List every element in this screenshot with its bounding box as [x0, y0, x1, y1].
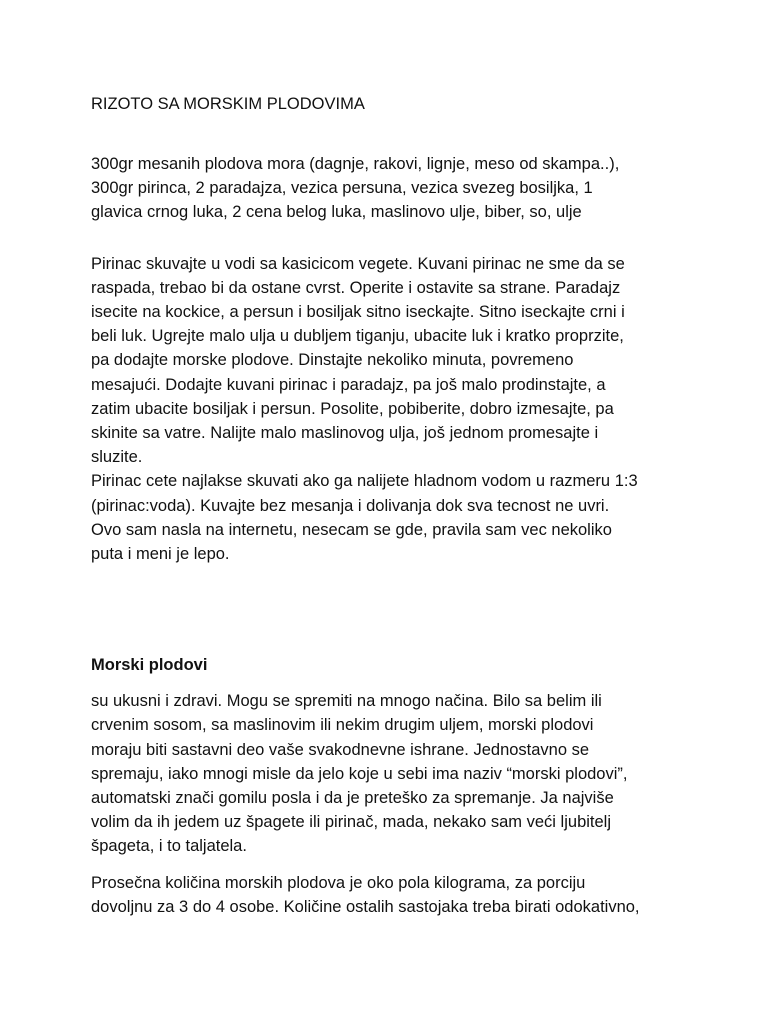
text-line: Prosečna količina morskih plodova je oko pola kilograma, za porciju [91, 873, 586, 892]
text-line: špageta, i to taljatela. [91, 837, 247, 856]
section-heading: Morski plodovi [91, 656, 208, 675]
text-line: 300gr mesanih plodova mora (dagnje, rakovi, lignje, meso od skampa..), [91, 155, 620, 173]
section-paragraph-1 [91, 689, 691, 858]
document-content [91, 92, 691, 919]
text-line: Pirinac cete najlakse skuvati ako ga nalijete hladnom vodom u razmeru 1:3 [91, 472, 638, 491]
text-line: Ovo sam nasla na internetu, nesecam se gde, pravila sam vec nekoliko [91, 520, 612, 539]
text-line: Pirinac skuvajte u vodi sa kasicicom vegete. Kuvani pirinac ne sme da se [91, 254, 625, 273]
text-line: (pirinac:voda). Kuvajte bez mesanja i dolivanja dok sva tecnost ne uvri. [91, 496, 610, 515]
text-line: volim da ih jedem uz špagete ili pirinač, mada, nekako sam veći ljubitelj [91, 813, 611, 832]
text-line: crvenim sosom, sa maslinovim ili nekim drugim uljem, morski plodovi [91, 716, 594, 735]
text-line: puta i meni je lepo. [91, 545, 230, 564]
text-line: glavica crnog luka, 2 cena belog luka, maslinovo ulje, biber, so, ulje [91, 203, 582, 222]
text-line: su ukusni i zdravi. Mogu se spremiti na mnogo načina. Bilo sa belim ili [91, 692, 602, 711]
text-line: moraju biti sastavni deo vaše svakodnevne ishrane. Jednostavno se [91, 740, 590, 759]
text-line: skinite sa vatre. Nalijte malo maslinovog ulja, još jednom promesajte i [91, 424, 599, 443]
text-line: spremaju, iako mnogi misle da jelo koje u sebi ima naziv “morski plodovi”, [91, 764, 628, 783]
text-line: zatim ubacite bosiljak i persun. Posolite, pobiberite, dobro izmesajte, pa [91, 399, 614, 418]
text-line: beli luk. Ugrejte malo ulja u dubljem tiganju, ubacite luk i kratko proprzite, [91, 327, 624, 346]
text-line: raspada, trebao bi da ostane cvrst. Operite i ostavite sa strane. Paradajz [91, 278, 621, 297]
text-line: mesajući. Dodajte kuvani pirinac i paradajz, pa još malo prodinstajte, a [91, 375, 606, 394]
text-line: pa dodajte morske plodove. Dinstajte nekoliko minuta, povremeno [91, 351, 574, 370]
text-line: 300gr pirinca, 2 paradajza, vezica persuna, vezica svezeg bosiljka, 1 [91, 179, 593, 198]
instructions-paragraph [91, 252, 691, 567]
text-line: automatski znači gomilu posla i da je preteško za spremanje. Ja najviše [91, 789, 614, 808]
section-paragraph-2 [91, 871, 691, 919]
ingredients-paragraph [91, 152, 691, 225]
text-line: isecite na kockice, a persun i bosiljak sitno iseckajte. Sitno iseckajte crni i [91, 303, 625, 322]
text-line: sluzite. [91, 448, 143, 467]
recipe-title: RIZOTO SA MORSKIM PLODOVIMA [91, 95, 365, 113]
text-line: dovoljnu za 3 do 4 osobe. Količine ostalih sastojaka treba birati odokativno, [91, 897, 640, 916]
